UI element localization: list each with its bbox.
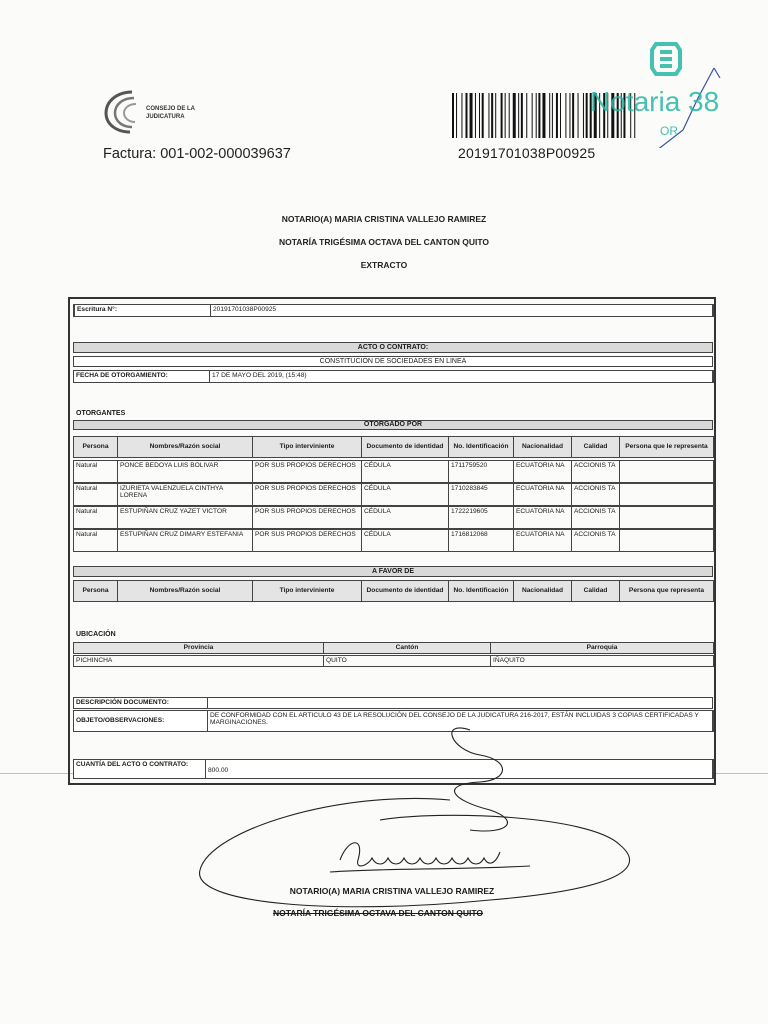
otorgante-cell: ACCIONIS TA xyxy=(571,483,620,506)
otorgante-cell: 1716812068 xyxy=(448,529,514,552)
otorgante-cell: CÉDULA xyxy=(361,460,449,483)
stamp-name: Notaria xyxy=(590,86,681,117)
otorgantes-header-4: No. Identificación xyxy=(448,436,514,458)
objeto-value: DE CONFORMIDAD CON EL ARTICULO 43 DE LA RESOLUCIÓN DEL CONSEJO DE LA JUDICATURA 216-2017, ESTÁN INCLUIDAS 3 COPIAS CERTIFICADAS Y MARGINACIONES. xyxy=(207,710,714,732)
fecha-label: FECHA DE OTORGAMIENTO: xyxy=(73,370,210,383)
fecha-value: 17 DE MAYO DEL 2019, (15:48) xyxy=(209,370,714,383)
otorgantes-header-2: Tipo interviniente xyxy=(252,436,362,458)
otorgante-cell xyxy=(619,506,714,529)
otorgante-cell: CÉDULA xyxy=(361,529,449,552)
a-favor-row xyxy=(73,566,713,577)
otorgantes-title: OTORGANTES xyxy=(76,410,126,417)
acto-value: CONSTITUCIÓN DE SOCIEDADES EN LINEA xyxy=(319,358,467,365)
acto-value-row xyxy=(73,356,713,367)
otorgado-por-label: OTORGADO POR xyxy=(363,421,423,428)
stamp-text xyxy=(590,86,719,118)
notario-name: NOTARIO(A) MARIA CRISTINA VALLEJO RAMIREZ xyxy=(281,214,487,224)
otorgante-cell: ECUATORIA NA xyxy=(513,506,572,529)
acto-header: ACTO O CONTRATO: xyxy=(357,344,429,351)
escritura-row xyxy=(73,304,713,317)
acto-header-row xyxy=(73,342,713,353)
cuantia-value: 800.00 xyxy=(205,759,714,779)
ubicacion-value-2: IÑAQUITO xyxy=(490,655,714,667)
barcode-number: 20191701038P00925 xyxy=(458,145,596,161)
ubicacion-title: UBICACIÓN xyxy=(76,631,116,638)
otorgantes-header-0: Persona xyxy=(73,436,118,458)
favor-header-7: Persona que representa xyxy=(619,580,714,602)
otorgantes-header-1: Nombres/Razón social xyxy=(117,436,253,458)
otorgante-cell xyxy=(619,483,714,506)
otorgante-cell: ACCIONIS TA xyxy=(571,506,620,529)
otorgante-cell xyxy=(619,460,714,483)
factura-number: Factura: 001-002-000039637 xyxy=(103,146,291,162)
ubicacion-header-2: Parroquia xyxy=(490,642,714,654)
otorgante-cell: PONCE BEDOYA LUIS BOLIVAR xyxy=(117,460,253,483)
otorgante-cell xyxy=(619,529,714,552)
escritura-label: Escritura N°: xyxy=(74,304,211,317)
otorgante-cell: IZURIETA VALENZUELA CINTHYA LORENA xyxy=(117,483,253,506)
otorgante-cell: 1710283845 xyxy=(448,483,514,506)
otorgantes-header-5: Nacionalidad xyxy=(513,436,572,458)
ubicacion-value-0: PICHINCHA xyxy=(73,655,324,667)
logo-text-1: CONSEJO DE LA xyxy=(146,106,196,112)
favor-header-5: Nacionalidad xyxy=(513,580,572,602)
otorgante-cell: Natural xyxy=(73,506,118,529)
otorgante-cell: ECUATORIA NA xyxy=(513,529,572,552)
favor-header-2: Tipo interviniente xyxy=(252,580,362,602)
otorgantes-header-3: Documento de identidad xyxy=(361,436,449,458)
otorgante-cell: POR SUS PROPIOS DERECHOS xyxy=(252,483,362,506)
logo-text-2: JUDICATURA xyxy=(146,114,185,120)
favor-header-3: Documento de identidad xyxy=(361,580,449,602)
otorgante-cell: ECUATORIA NA xyxy=(513,460,572,483)
fecha-row xyxy=(73,370,713,383)
ubicacion-value-1: QUITO xyxy=(323,655,491,667)
otorgante-cell: Natural xyxy=(73,483,118,506)
otorgante-cell: CÉDULA xyxy=(361,506,449,529)
otorgante-cell: 1711759520 xyxy=(448,460,514,483)
cuantia-label: CUANTÍA DEL ACTO O CONTRATO: xyxy=(73,759,206,779)
descripcion-row xyxy=(73,697,713,709)
otorgante-cell: ESTUPIÑAN CRUZ YAZET VICTOR xyxy=(117,506,253,529)
otorgante-cell: Natural xyxy=(73,460,118,483)
otorgante-cell: ECUATORIA NA xyxy=(513,483,572,506)
otorgante-cell: Natural xyxy=(73,529,118,552)
notaria-name: NOTARÍA TRIGÉSIMA OCTAVA DEL CANTON QUITO xyxy=(279,237,489,247)
judicatura-logo xyxy=(102,86,212,136)
favor-header-6: Calidad xyxy=(571,580,620,602)
stamp-number: 38 xyxy=(688,86,720,117)
a-favor-label: A FAVOR DE xyxy=(371,568,414,575)
favor-header-4: No. Identificación xyxy=(448,580,514,602)
ubicacion-header-1: Cantón xyxy=(323,642,491,654)
otorgante-cell: ACCIONIS TA xyxy=(571,460,620,483)
otorgante-cell: POR SUS PROPIOS DERECHOS xyxy=(252,529,362,552)
firma-notario: NOTARIO(A) MARIA CRISTINA VALLEJO RAMIREZ xyxy=(289,886,495,896)
otorgado-por-row xyxy=(73,420,713,430)
otorgante-cell: POR SUS PROPIOS DERECHOS xyxy=(252,506,362,529)
otorgantes-header-7: Persona que le representa xyxy=(619,436,714,458)
stamp-subtext: OR xyxy=(660,124,678,138)
otorgante-cell: POR SUS PROPIOS DERECHOS xyxy=(252,460,362,483)
escritura-value: 20191701038P00925 xyxy=(210,304,714,317)
favor-header-1: Nombres/Razón social xyxy=(117,580,253,602)
firma-notaria: NOTARÍA TRIGÉSIMA OCTAVA DEL CANTON QUITO xyxy=(273,908,483,918)
extracto-title: EXTRACTO xyxy=(360,260,408,270)
otorgante-cell: ACCIONIS TA xyxy=(571,529,620,552)
objeto-label: OBJETO/OBSERVACIONES: xyxy=(73,710,208,732)
otorgantes-header-6: Calidad xyxy=(571,436,620,458)
ubicacion-header-0: Provincia xyxy=(73,642,324,654)
otorgante-cell: 1722219605 xyxy=(448,506,514,529)
otorgante-cell: ESTUPIÑAN CRUZ DIMARY ESTEFANIA xyxy=(117,529,253,552)
descripcion-label: DESCRIPCIÓN DOCUMENTO: xyxy=(73,697,208,709)
favor-header-0: Persona xyxy=(73,580,118,602)
otorgante-cell: CÉDULA xyxy=(361,483,449,506)
